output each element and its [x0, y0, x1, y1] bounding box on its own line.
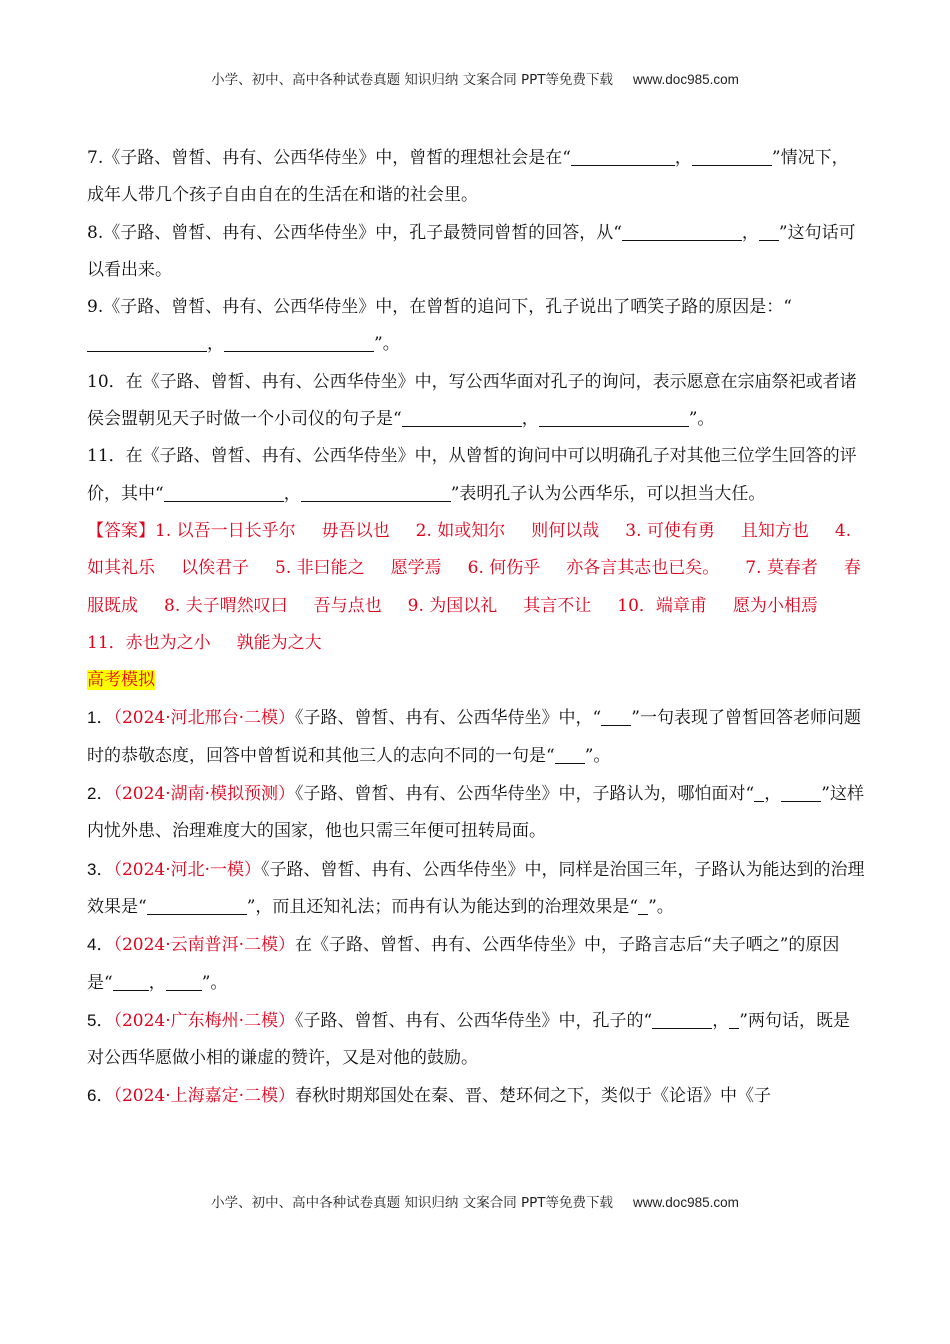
mock-question-6: 6．（2024·上海嘉定·二模）春秋时期郑国处在秦、晋、楚环伺之下，类似于《论语》中《子	[87, 1086, 772, 1107]
question-source: （2024·上海嘉定·二模）	[113, 1086, 296, 1107]
question-10: 10．在《子路、曾皙、冉有、公西华侍坐》中，写公西华面对孔子的询问，表示愿意在宗庙祭祀或者诸侯会盟朝见天子时做一个小司仪的句子是“ ， ”。	[87, 371, 857, 430]
answer-blank[interactable]	[754, 784, 764, 802]
answer-blank[interactable]	[224, 334, 374, 352]
answer-label: 【答案】	[87, 520, 155, 541]
document-body	[87, 140, 865, 1116]
question-source: （2024·云南普洱·二模）	[113, 935, 296, 956]
footer-url: www.doc985.com	[633, 1195, 739, 1210]
answer-blank[interactable]	[164, 484, 284, 502]
answer-blank[interactable]	[729, 1011, 739, 1029]
header-url: www.doc985.com	[633, 72, 739, 87]
section-title-row	[87, 662, 865, 699]
answer-blank[interactable]	[166, 973, 202, 991]
answer-blank[interactable]	[638, 897, 648, 915]
mock-question-3: 3．（2024·河北·一模）《子路、曾皙、冉有、公西华侍坐》中，同样是治国三年，子路认为能达到的治理效果是“ ”，而且还知礼法；而冉有认为能达到的治理效果是“ ”。	[87, 859, 865, 917]
mock-question-5: 5．（2024·广东梅州·二模）《子路、曾皙、冉有、公西华侍坐》中，孔子的“ ， ”两句话，既是对公西华愿做小相的谦虚的赞许，又是对他的鼓励。	[87, 1010, 850, 1069]
answer-blank[interactable]	[759, 223, 779, 241]
answer-blank[interactable]	[622, 223, 742, 241]
mock-question-2: 2．（2024·湖南·模拟预测）《子路、曾皙、冉有、公西华侍坐》中，子路认为，哪怕面对“ ， ”这样内忧外患、治理难度大的国家，他也只需三年便可扭转局面。	[87, 784, 864, 842]
mock-question-4: 4．（2024·云南普洱·二模）在《子路、曾皙、冉有、公西华侍坐》中，子路言志后“夫子哂之”的原因是“ ， ”。	[87, 935, 840, 993]
question-9: 9.《子路、曾皙、冉有、公西华侍坐》中，在曾皙的追问下，孔子说出了哂笑子路的原因是：“， ”。	[87, 297, 792, 355]
question-7: 7.《子路、曾皙、冉有、公西华侍坐》中，曾皙的理想社会是在“ ， ”情况下，成年人带几个孩子自由自在的生活在和谐的社会里。	[87, 148, 849, 206]
question-source: （2024·广东梅州·二模）	[113, 1010, 296, 1031]
answer-blank[interactable]	[301, 484, 451, 502]
answer-blank[interactable]	[87, 334, 207, 352]
answer-blank[interactable]	[571, 148, 675, 166]
page-header	[0, 68, 950, 88]
answer-blank[interactable]	[601, 708, 631, 726]
answer-blank[interactable]	[692, 148, 772, 166]
answer-blank[interactable]	[147, 897, 247, 915]
answer-blank[interactable]	[113, 973, 149, 991]
footer-tagline: 小学、初中、高中各种试卷真题 知识归纳 文案合同 PPT等免费下载	[211, 1195, 614, 1211]
question-source: （2024·湖南·模拟预测）	[113, 784, 296, 805]
answer-blank[interactable]	[781, 784, 821, 802]
question-8: 8.《子路、曾皙、冉有、公西华侍坐》中，孔子最赞同曾皙的回答，从“ ， ”这句话可以看出来。	[87, 222, 856, 280]
section-title: 高考模拟	[87, 670, 155, 691]
answer-blank[interactable]	[555, 746, 585, 764]
question-source: （2024·河北·一模）	[113, 859, 262, 880]
question-source: （2024·河北邢台·二模）	[113, 708, 296, 729]
mock-question-1: 1．（2024·河北邢台·二模）《子路、曾皙、冉有、公西华侍坐》中，“ ”一句表现了曾皙回答老师问题时的恭敬态度，回答中曾皙说和其他三人的志向不同的一句是“ ”。	[87, 708, 861, 766]
answer-blank[interactable]	[652, 1011, 712, 1029]
question-11: 11．在《子路、曾皙、冉有、公西华侍坐》中，从曾皙的询问中可以明确孔子对其他三位学生回答的评价，其中“ ， ”表明孔子认为公西华乐，可以担当大任。	[87, 446, 857, 504]
header-tagline: 小学、初中、高中各种试卷真题 知识归纳 文案合同 PPT等免费下载	[211, 72, 614, 88]
answer-blank[interactable]	[539, 409, 689, 427]
answer-blank[interactable]	[402, 409, 522, 427]
page-footer	[0, 1191, 950, 1211]
answer-block: 【答案】1. 以吾一日长乎尔 毋吾以也 2. 如或知尔 则何以哉 3. 可使有勇 且知方也 4. 如其礼乐 以俟君子 5. 非曰能之 愿学焉 6. 何伤乎 亦各言其志也已矣。 7. 莫春者 春服既成 8. 夫子喟然叹曰 吾与点也 9. 为国以礼 其言不让 10．端章甫 愿为小相焉11．赤也为之小 孰能为之大	[87, 520, 861, 653]
